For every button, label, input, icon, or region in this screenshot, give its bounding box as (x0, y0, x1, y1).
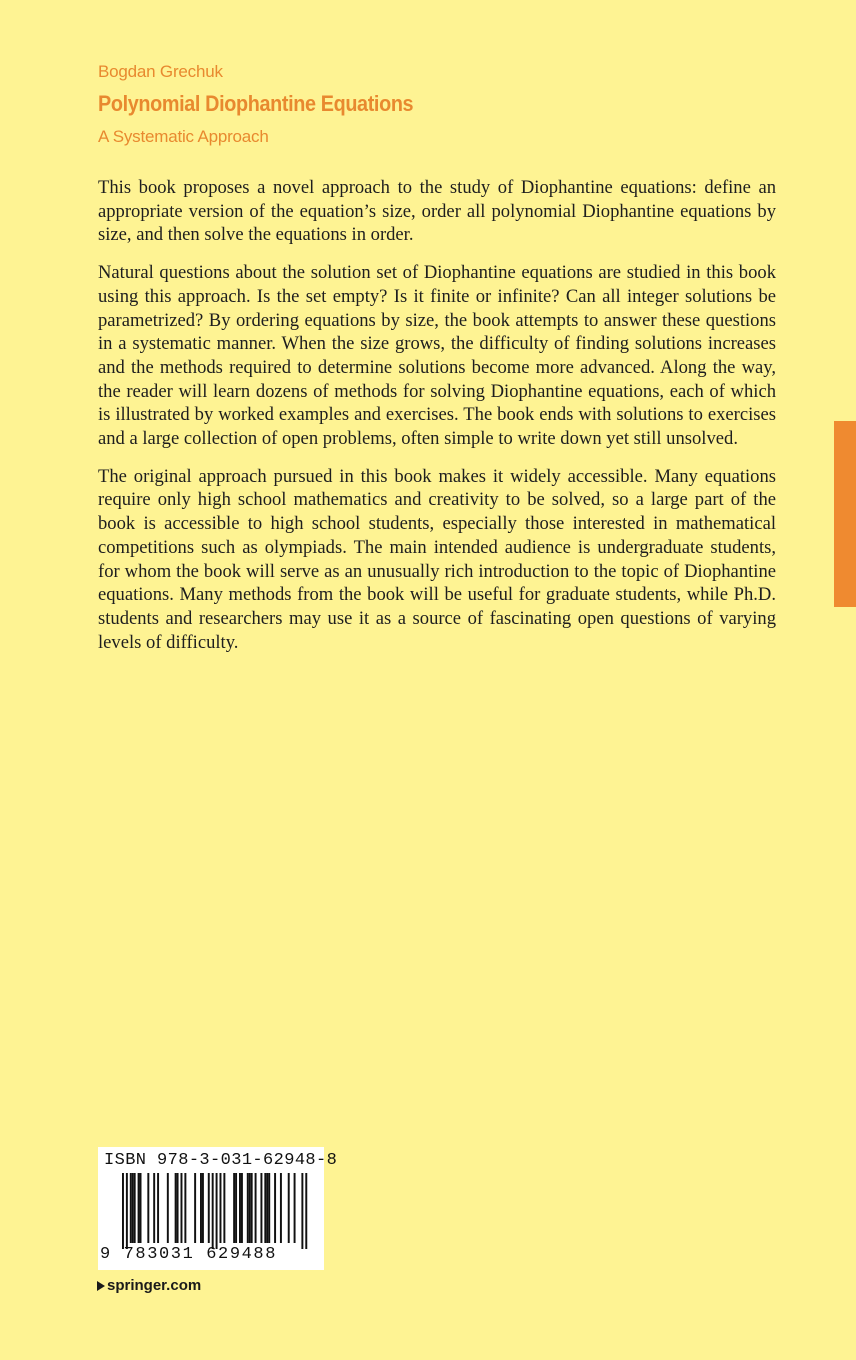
isbn-label: ISBN 978-3-031-62948-8 (104, 1151, 338, 1170)
barcode-bar (216, 1173, 218, 1249)
barcode-bar (132, 1173, 134, 1243)
barcode-bar (194, 1173, 196, 1243)
publisher-link[interactable] (97, 1277, 201, 1294)
barcode-bar (266, 1173, 268, 1243)
barcode-bar (241, 1173, 243, 1243)
barcode-bar (138, 1173, 140, 1243)
barcode-bar (255, 1173, 257, 1243)
barcode-bar (247, 1173, 249, 1243)
barcode-digits: 9 783031 629488 (100, 1245, 278, 1264)
blurb-paragraph: The original approach pursued in this book makes it widely accessible. Many equations require only high school mathematics and creativity to be solved, so a large part of the book is accessible to high school students, especially those interested in mathematical competitions such as olympiads. The main intended audience is undergraduate students, for whom the book will serve as an unusually rich introduction to the topic of Diophantine equations. Many methods from the book will be useful for graduate students, while Ph.D. students and researchers may use it as a source of fascinating open questions of varying levels of difficulty. (98, 465, 776, 653)
barcode-bar (274, 1173, 276, 1243)
barcode-bar (122, 1173, 124, 1249)
barcode-bar (280, 1173, 282, 1243)
book-subtitle: A Systematic Approach (98, 127, 269, 146)
barcode-bar (220, 1173, 222, 1243)
arrow-right-icon (97, 1281, 105, 1291)
author-name: Bogdan Grechuk (98, 62, 223, 81)
barcode-bar (202, 1173, 204, 1243)
barcode-bar (251, 1173, 253, 1243)
blurb (98, 176, 776, 668)
barcode-bar (167, 1173, 169, 1243)
blurb-paragraph: Natural questions about the solution set of Diophantine equations are studied in this book using this approach. Is the set empty? Is it finite or infinite? Can all integer solutions be parametrized? By ordering equations by size, the book attempts to answer these questions in a systematic manner. When the size grows, the difficulty of finding solutions increases and the methods required to determine solutions become more advanced. Along the way, the reader will learn dozens of methods for solving Diophantine equations, each of which is illustrated by worked examples and exercises. The book ends with solutions to exercises and a large collection of open problems, often simple to write down yet still unsolved. (98, 262, 776, 450)
barcode-bar (235, 1173, 237, 1243)
barcode-bar (264, 1173, 266, 1243)
barcode-bar (212, 1173, 214, 1249)
barcode-bar (268, 1173, 270, 1243)
barcode-bar (181, 1173, 183, 1243)
barcode-bar (288, 1173, 290, 1243)
barcode-bar (157, 1173, 159, 1243)
barcode-bar (126, 1173, 128, 1249)
blurb-paragraph: This book proposes a novel approach to the study of Diophantine equations: define an appropriate version of the equation’s size, order all polynomial Diophantine equations by size, and then solve the equations in order. (98, 177, 776, 246)
barcode-bar (130, 1173, 132, 1243)
barcode-bar (249, 1173, 251, 1243)
barcode-bar (260, 1173, 262, 1243)
barcode-bar (239, 1173, 241, 1243)
barcode-bar (175, 1173, 177, 1243)
barcode-bar (140, 1173, 142, 1243)
barcode-bar (177, 1173, 179, 1243)
barcode-bar (184, 1173, 186, 1243)
barcode-bar (294, 1173, 296, 1243)
barcode-bar (233, 1173, 235, 1243)
barcode-bar (305, 1173, 307, 1249)
publisher-website: springer.com (107, 1277, 202, 1294)
barcode-bar (223, 1173, 225, 1243)
book-title: Polynomial Diophantine Equations (98, 91, 414, 116)
barcode-bar (147, 1173, 149, 1243)
barcode-bar (200, 1173, 202, 1243)
barcode-bar (153, 1173, 155, 1243)
barcode-bar (134, 1173, 136, 1243)
barcode-bar (208, 1173, 210, 1243)
isbn-barcode (98, 1147, 338, 1270)
side-color-tab (834, 421, 856, 607)
barcode-bar (301, 1173, 303, 1249)
